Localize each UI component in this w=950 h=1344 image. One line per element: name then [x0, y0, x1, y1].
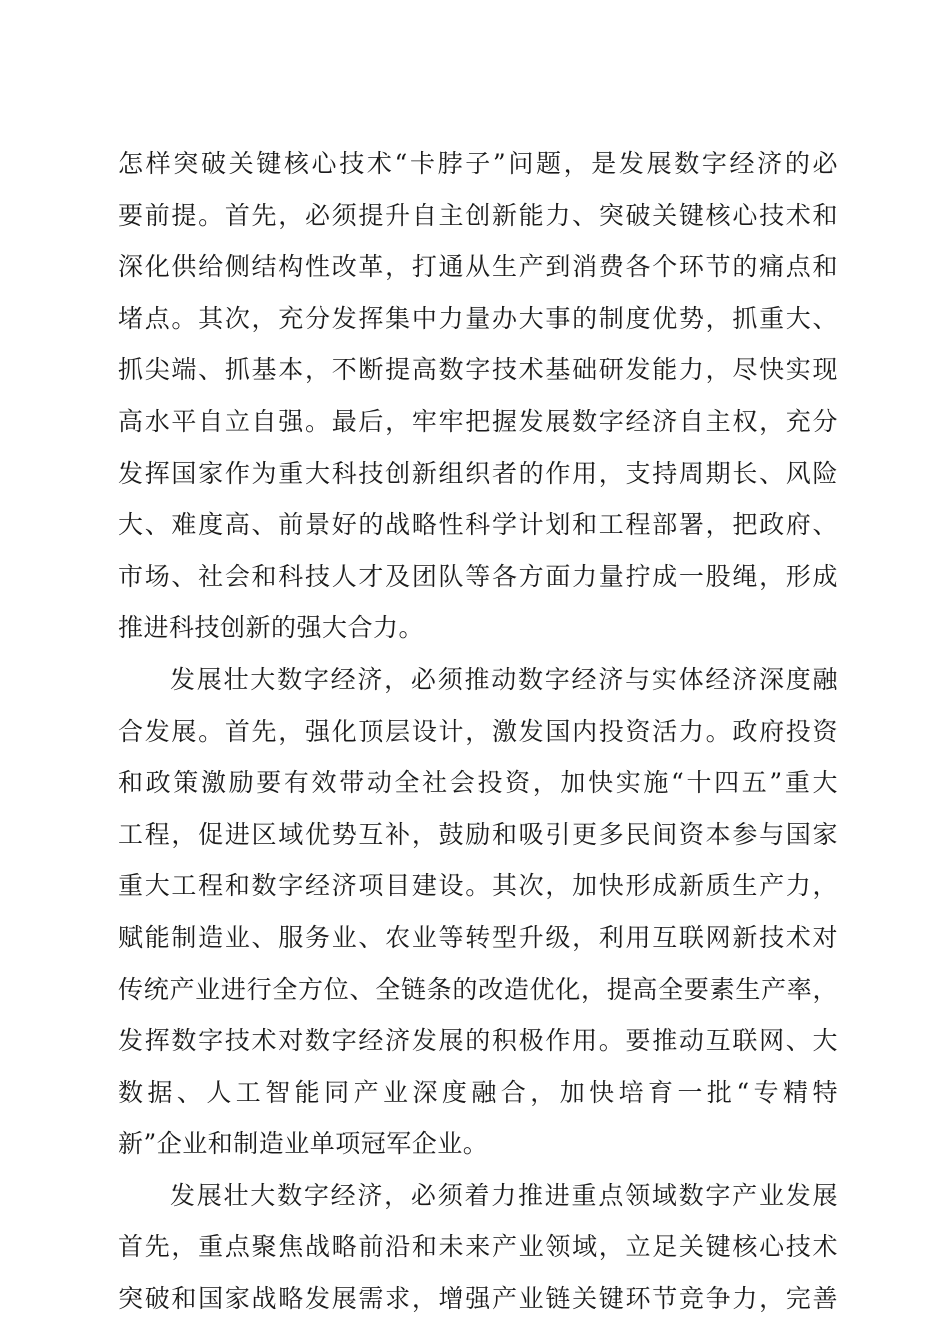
paragraph-1-line-9: 市场、社会和科技人才及团队等各方面力量拧成一股绳，形成: [118, 561, 838, 591]
paragraph-2-line-8: 发挥数字技术对数字经济发展的积极作用。要推动互联网、大: [118, 1026, 838, 1056]
paragraph-1-line-1: 怎样突破关键核心技术“卡脖子”问题，是发展数字经济的必: [118, 149, 838, 178]
paragraph-1-line-5: 抓尖端、抓基本，不断提高数字技术基础研发能力，尽快实现: [118, 355, 838, 385]
paragraph-1-line-3: 深化供给侧结构性改革，打通从生产到消费各个环节的痛点和: [118, 252, 838, 282]
paragraph-2-line-4: 工程，促进区域优势互补，鼓励和吸引更多民间资本参与国家: [118, 819, 838, 849]
paragraph-1-line-2: 要前提。首先，必须提升自主创新能力、突破关键核心技术和: [118, 200, 838, 230]
body-text: [118, 138, 838, 1325]
paragraph-3-line-3: 突破和国家战略发展需求，增强产业链关键环节竞争力，完善: [118, 1284, 838, 1314]
paragraph-1-line-6: 高水平自立自强。最后，牢牢把握发展数字经济自主权，充分: [118, 406, 838, 436]
paragraph-2-line-6: 赋能制造业、服务业、农业等转型升级，利用互联网新技术对: [118, 922, 838, 952]
paragraph-2-line-1: 发展壮大数字经济，必须推动数字经济与实体经济深度融: [170, 664, 838, 694]
paragraph-2-line-10: 新”企业和制造业单项冠军企业。: [118, 1129, 489, 1159]
paragraph-1-line-10: 推进科技创新的强大合力。: [118, 613, 425, 643]
paragraph-1-line-7: 发挥国家作为重大科技创新组织者的作用，支持周期长、风险: [118, 458, 838, 488]
paragraph-2-line-2: 合发展。首先，强化顶层设计，激发国内投资活力。政府投资: [118, 716, 838, 746]
paragraph-1-line-8: 大、难度高、前景好的战略性科学计划和工程部署，把政府、: [118, 510, 838, 540]
paragraph-2-line-9: 数据、人工智能同产业深度融合，加快培育一批“专精特: [118, 1077, 838, 1107]
paragraph-3-line-2: 首先，重点聚焦战略前沿和未来产业领域，立足关键核心技术: [118, 1232, 838, 1262]
paragraph-2-line-3: 和政策激励要有效带动全社会投资，加快实施“十四五”重大: [118, 768, 838, 798]
paragraph-2-line-5: 重大工程和数字经济项目建设。其次，加快形成新质生产力，: [118, 871, 838, 901]
paragraph-1-line-4: 堵点。其次，充分发挥集中力量办大事的制度优势，抓重大、: [118, 303, 838, 333]
paragraph-2-line-7: 传统产业进行全方位、全链条的改造优化，提高全要素生产率，: [118, 974, 838, 1004]
paragraph-3-line-1: 发展壮大数字经济，必须着力推进重点领域数字产业发展: [170, 1180, 838, 1210]
